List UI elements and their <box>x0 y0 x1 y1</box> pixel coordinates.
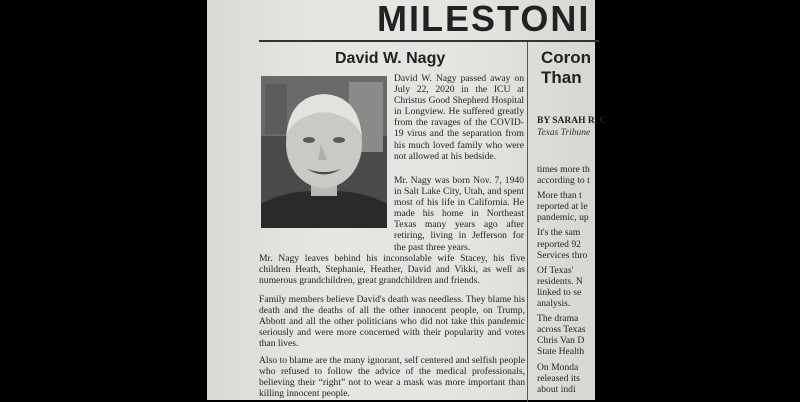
body-line: reported at le <box>537 201 588 213</box>
body-line: On Monda <box>537 361 579 373</box>
body-line: Services thro <box>537 249 588 261</box>
body-line: according to t <box>537 175 590 187</box>
body-line: reported 92 <box>537 238 581 250</box>
body-line: across Texas <box>537 324 586 336</box>
adjacent-article-outlet: Texas Tribune <box>537 128 591 138</box>
obituary-portrait-photo <box>261 76 387 228</box>
body-line: released its <box>537 372 580 384</box>
body-line: linked to se <box>537 286 582 298</box>
body-line: analysis. <box>537 298 571 310</box>
obituary-paragraph: Family members believe David's death was needless. They blame his death and the deaths of all the other innocent people, on Trump, Abbott and all the other politicians who did not take this pandemic seriously and were more concerned with their popularity and votes than lives. <box>259 294 525 350</box>
obituary-paragraph: David W. Nagy passed away on July 22, 2020 in the ICU at Christus Good Shepherd Hospital in Longview. He suffered greatly from the ravages of the COVID-19 virus and the separation from his much loved family who were not allowed at his bedside. <box>394 73 524 162</box>
header-rule <box>259 40 599 42</box>
body-line: about indi <box>537 383 576 395</box>
body-line: It's the sam <box>537 227 581 239</box>
column-divider <box>527 42 528 402</box>
section-title: MILESTONI <box>377 0 591 39</box>
body-line: residents. N <box>537 275 583 287</box>
body-line: Chris Van D <box>537 335 585 347</box>
body-line: More than t <box>537 190 582 202</box>
body-line: times more th <box>537 164 590 175</box>
body-line: The drama <box>537 313 579 325</box>
adjacent-article-headline <box>541 48 701 88</box>
body-line: State Health <box>537 346 585 358</box>
headline-line: Than <box>541 68 582 87</box>
newspaper-page <box>207 0 607 400</box>
headline-line: Coron <box>541 48 592 67</box>
obituary-headline: David W. Nagy <box>335 50 446 67</box>
body-line: pandemic, up <box>537 212 589 224</box>
obituary-paragraph: Mr. Nagy leaves behind his inconsolable wife Stacey, his five children Heath, Stephanie, Heather, David and Vikki, as well as numerous grandchildren, great grandchildren and friends. <box>259 253 525 287</box>
body-line: Of Texas' <box>537 264 574 276</box>
adjacent-article <box>533 44 607 400</box>
adjacent-article-byline: BY SARAH R. C <box>537 116 607 126</box>
portrait-image <box>261 76 387 228</box>
obituary-paragraph: Also to blame are the many ignorant, self centered and selfish people who refused to follow the advice of the medical professionals, believing their “right” not to wear a mask was more important than killing innocent people. <box>259 355 525 400</box>
adjacent-article-body <box>537 164 737 395</box>
obituary-paragraph: Mr. Nagy was born Nov. 7, 1940 in Salt Lake City, Utah, and spent most of his life in California. He made his home in Northeast Texas many years ago after retiring, living in Jefferson for the past three years. <box>394 175 524 253</box>
